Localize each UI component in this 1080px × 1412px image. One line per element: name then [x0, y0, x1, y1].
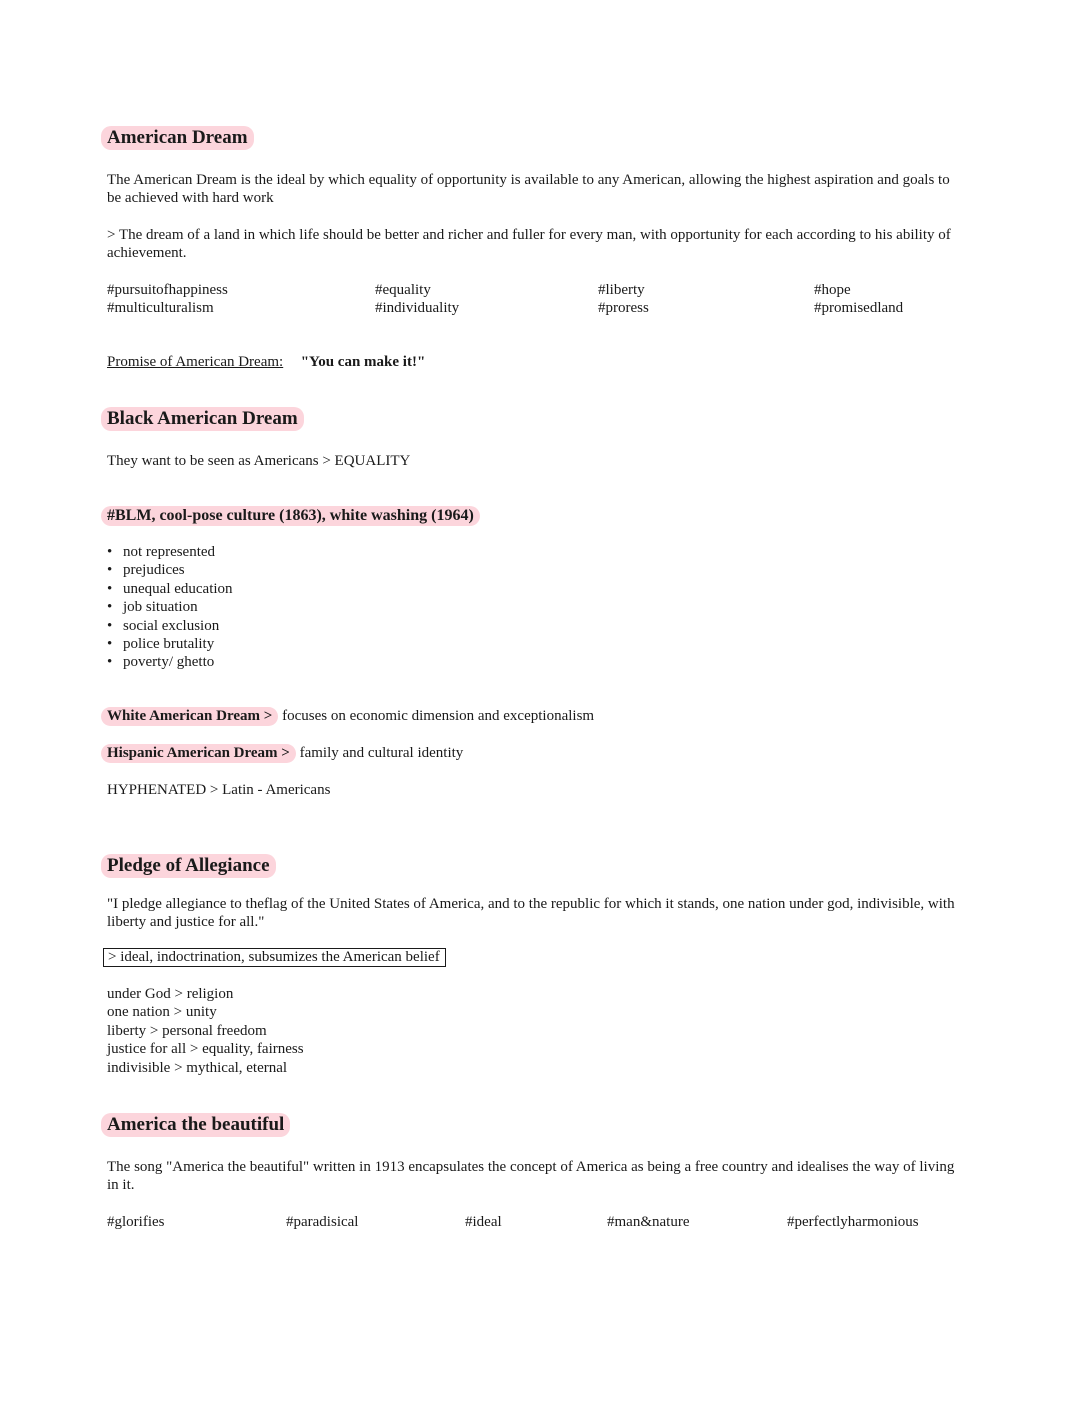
hashtag: #man&nature	[607, 1214, 690, 1230]
tag-group-4	[814, 281, 903, 317]
america-beautiful-text: The song "America the beautiful" written in 1913 encapsulates the concept of America as being a free country and idealises the way of living in it.	[107, 1159, 955, 1193]
pledge-quote: "I pledge allegiance to theflag of the United States of America, and to the republic for which it stands, one nation under god, indivisible, with liberty and justice for all."	[107, 896, 955, 930]
hashtag: #pursuitofhappiness	[107, 282, 228, 298]
pledge-boxed-note: > ideal, indoctrination, subsumizes the American belief	[103, 948, 446, 967]
hashtag: #hope	[814, 282, 851, 298]
tag-group-3	[598, 281, 649, 317]
hispanic-american-dream-label: Hispanic American Dream >	[101, 744, 296, 763]
hispanic-american-dream-line	[107, 744, 463, 762]
list-item: • not represented	[107, 543, 233, 561]
black-dream-summary: They want to be seen as Americans > EQUALITY	[107, 453, 411, 469]
hashtag: #ideal	[465, 1214, 502, 1230]
hashtag: #perfectlyharmonious	[787, 1214, 919, 1230]
black-dream-issues-list	[107, 543, 233, 672]
hashtag: #multiculturalism	[107, 300, 214, 316]
hashtag: #equality	[375, 282, 431, 298]
promise-line	[107, 353, 425, 371]
white-american-dream-line	[107, 707, 594, 725]
hispanic-american-dream-text: family and cultural identity	[295, 745, 464, 761]
section-title-pledge: Pledge of Allegiance	[101, 854, 276, 878]
list-item: • prejudices	[107, 561, 233, 579]
pledge-meaning-line: one nation > unity	[107, 1004, 217, 1021]
tag-group-1	[107, 281, 228, 317]
pledge-meaning-line: liberty > personal freedom	[107, 1022, 267, 1039]
pledge-meaning-line: under God > religion	[107, 986, 234, 1002]
list-item: • job situation	[107, 598, 233, 616]
section-title-american-dream: American Dream	[101, 126, 254, 150]
hashtag: #glorifies	[107, 1214, 165, 1230]
list-item: • poverty/ ghetto	[107, 653, 233, 671]
list-item: • social exclusion	[107, 617, 233, 635]
tag-group-2	[375, 281, 459, 317]
pledge-meanings	[107, 985, 304, 1077]
hashtag: #proress	[598, 300, 649, 316]
pledge-meaning-line: justice for all > equality, fairness	[107, 1041, 304, 1058]
white-american-dream-label: White American Dream >	[101, 707, 278, 726]
promise-text: "You can make it!"	[300, 354, 426, 370]
list-item: • police brutality	[107, 635, 233, 653]
list-item: • unequal education	[107, 580, 233, 598]
pledge-meaning-line: indivisible > mythical, eternal	[107, 1059, 288, 1076]
promise-label: Promise of American Dream:	[107, 354, 284, 370]
black-dream-subtitle: #BLM, cool-pose culture (1863), white washing (1964)	[101, 506, 480, 526]
hashtag: #liberty	[598, 282, 645, 298]
american-dream-quote: > The dream of a land in which life should be better and richer and fuller for every man, with opportunity for each according to his ability of achievement.	[107, 227, 951, 261]
hyphenated-line: HYPHENATED > Latin - Americans	[107, 782, 331, 798]
american-dream-definition: The American Dream is the ideal by which equality of opportunity is available to any American, allowing the highest aspiration and goals to be achieved with hard work	[107, 172, 950, 206]
section-title-black-american-dream: Black American Dream	[101, 407, 304, 431]
hashtag: #promisedland	[814, 300, 904, 316]
section-title-america-beautiful: America the beautiful	[101, 1113, 290, 1137]
white-american-dream-text: focuses on economic dimension and exceptionalism	[278, 708, 595, 724]
hashtag: #paradisical	[286, 1214, 359, 1230]
hashtag: #individuality	[375, 300, 460, 316]
